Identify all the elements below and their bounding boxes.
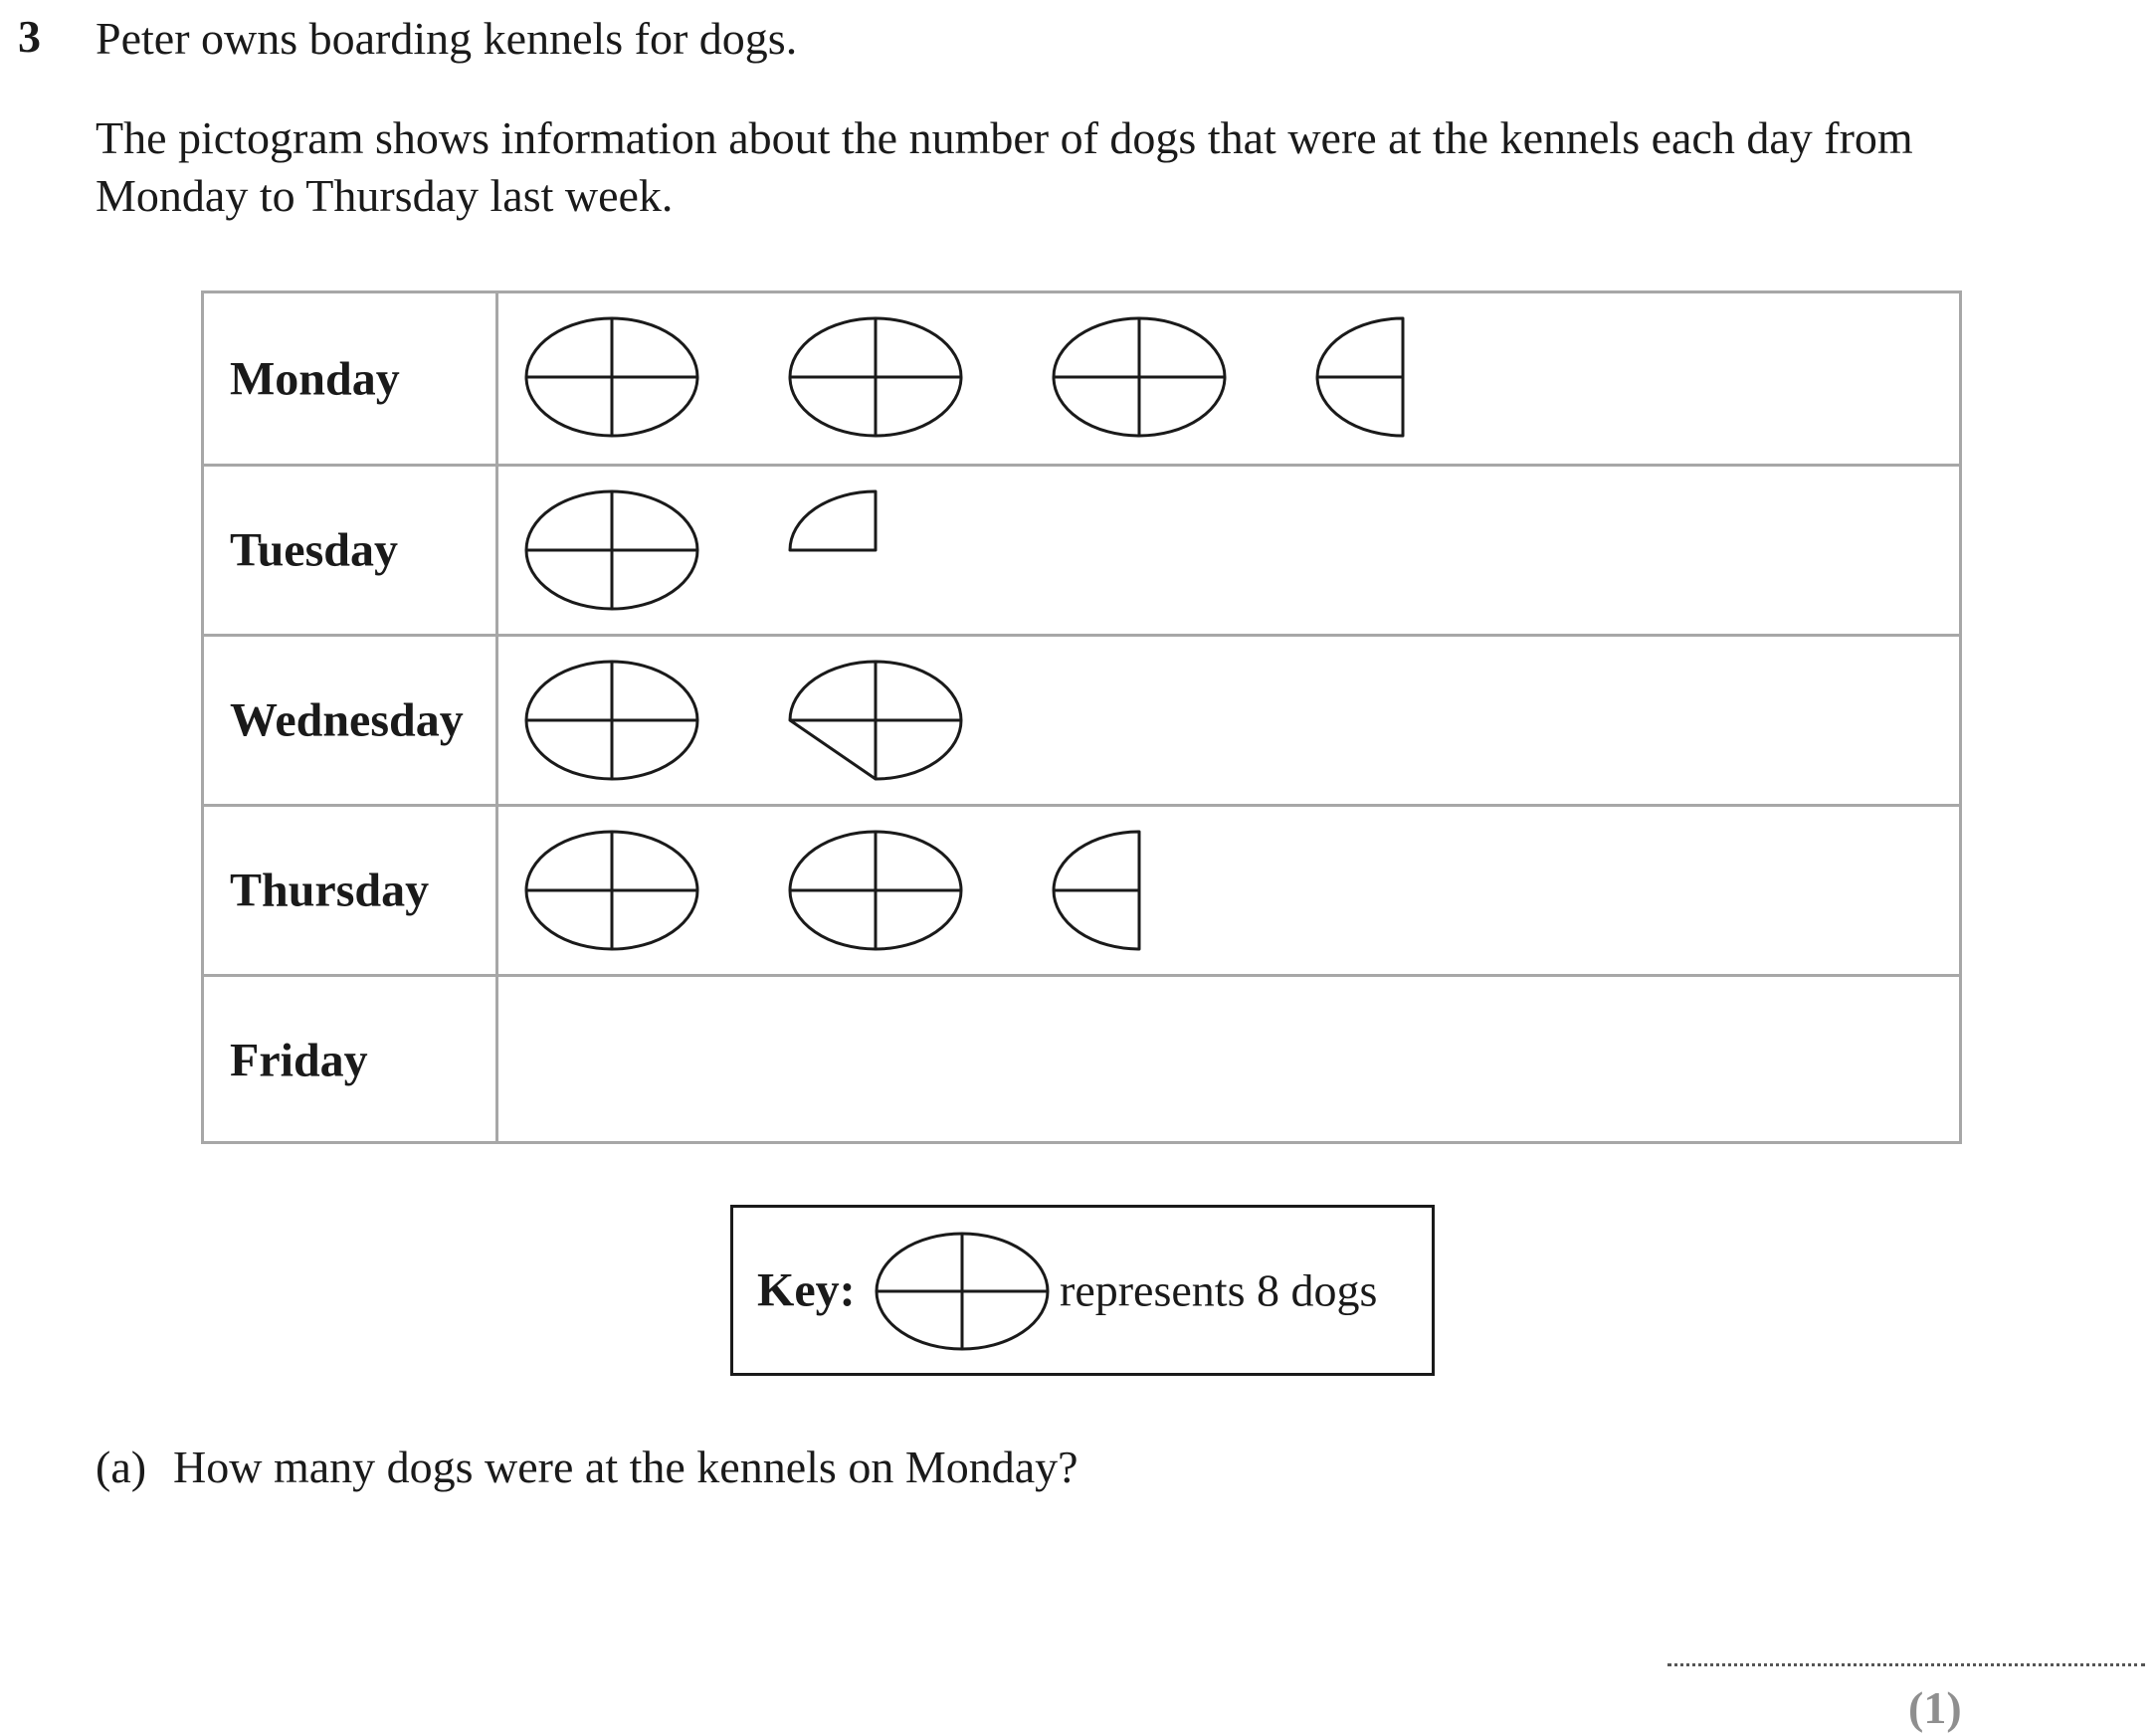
part-a-label: (a) [96,1442,147,1492]
day-cell [204,467,498,634]
symbol-cell [498,293,1959,464]
symbol-partial [1317,318,1403,436]
day-label: Tuesday [230,523,398,577]
symbol-cell [498,637,1959,804]
pictogram-table [201,290,1962,1144]
pictogram-row-wednesday [204,634,1959,804]
symbol-full [526,318,697,436]
symbol-full [526,662,697,779]
symbol-full [526,832,697,949]
day-cell [204,637,498,804]
symbol-partial [1054,832,1139,949]
symbol-strip [498,637,1959,804]
symbol-full [526,491,697,609]
symbol-partial [790,491,876,550]
symbol-full [790,318,961,436]
day-label: Thursday [230,864,430,917]
day-label: Monday [230,352,400,405]
pictogram-row-monday [204,293,1959,464]
symbol-strip [498,467,1959,634]
part-a-question: How many dogs were at the kennels on Monday? [173,1442,1078,1492]
pictogram-row-friday [204,974,1959,1144]
question-description: The pictogram shows information about the number of dogs that were at the kennels each day from Monday to Thursday last week. [96,112,1913,221]
answer-line[interactable] [1667,1663,2145,1666]
question-number: 3 [18,11,41,62]
marks-label: (1) [1908,1682,1962,1733]
symbol-cell [498,467,1959,634]
day-label: Friday [230,1034,368,1087]
day-cell [204,293,498,464]
day-cell [204,807,498,974]
day-cell [204,977,498,1144]
symbol-partial [790,662,961,779]
symbol-strip [498,807,1959,974]
pictogram-row-tuesday [204,464,1959,634]
day-label: Wednesday [230,693,464,747]
key-text: represents 8 dogs [1060,1264,1378,1316]
pictogram-row-thursday [204,804,1959,974]
key-label: Key: [757,1263,856,1317]
symbol-full [1054,318,1225,436]
symbol-full [790,832,961,949]
symbol-cell [498,977,1959,1144]
key-symbol-icon [873,1230,1052,1353]
symbol-strip [498,977,1959,1144]
symbol-strip [498,293,1959,464]
key-box [730,1205,1435,1376]
symbol-cell [498,807,1959,974]
question-intro: Peter owns boarding kennels for dogs. [96,13,798,64]
